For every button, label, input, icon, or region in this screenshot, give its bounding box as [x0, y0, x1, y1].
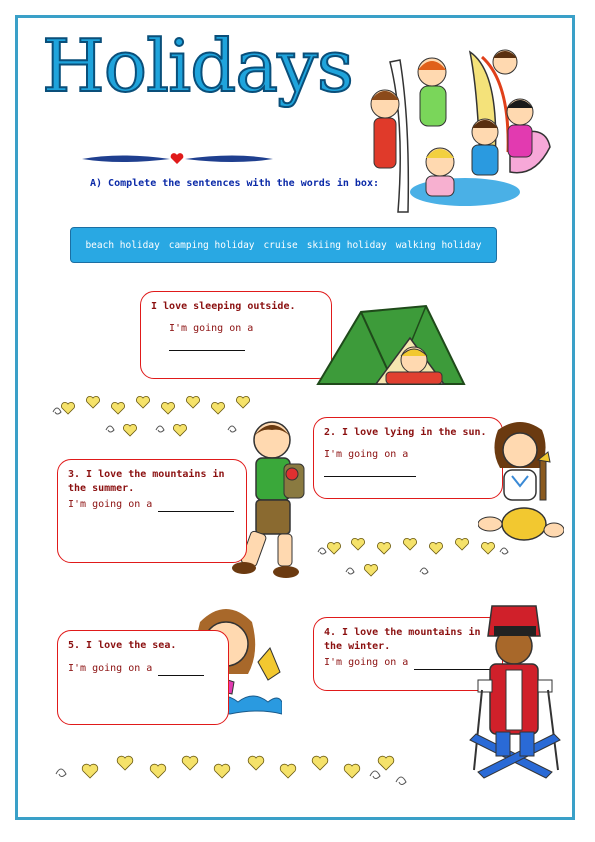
heart-divider	[80, 152, 275, 166]
card-answer-text: I'm going on a	[169, 322, 254, 334]
card-prompt: 4. I love the mountains in the winter.	[324, 627, 481, 652]
kids-with-surfboards-illustration	[360, 42, 555, 214]
skier-boy-illustration	[466, 600, 566, 784]
heart-swirl-border	[316, 530, 516, 580]
tent-camper-illustration	[316, 304, 466, 388]
card-answer-text: I'm going on a	[68, 662, 153, 674]
girl-with-sandcastle-illustration	[478, 420, 564, 545]
word-box	[70, 227, 497, 263]
card-answer-line	[324, 448, 492, 477]
word-option: cruise	[263, 239, 298, 251]
word-option: camping holiday	[168, 239, 255, 251]
card-answer-text: I'm going on a	[68, 499, 153, 510]
page-title: Holidays	[42, 24, 353, 108]
heart-swirl-border	[48, 392, 258, 442]
word-option: walking holiday	[395, 239, 482, 251]
card-answer-line	[68, 661, 218, 676]
exercise-card-1	[140, 291, 332, 379]
card-prompt: 3. I love the mountains in the summer.	[68, 469, 225, 494]
card-prompt: 2. I love lying in the sun.	[324, 427, 487, 438]
exercise-card-2	[313, 417, 503, 499]
card-prompt: 5. I love the sea.	[68, 640, 177, 651]
word-option: skiing holiday	[306, 239, 387, 251]
card-answer-text: I'm going on a	[324, 657, 409, 668]
card-answer-line	[68, 497, 236, 512]
word-option: beach holiday	[85, 239, 160, 251]
card-answer-text: I'm going on a	[324, 448, 409, 460]
card-prompt: I love sleeping outside.	[151, 301, 296, 312]
exercise-card-3	[57, 459, 247, 563]
answer-blank[interactable]	[158, 497, 234, 512]
answer-blank[interactable]	[169, 336, 245, 351]
card-answer-line	[169, 322, 321, 351]
heart-swirl-border	[50, 752, 410, 790]
answer-blank[interactable]	[158, 661, 204, 676]
answer-blank[interactable]	[324, 462, 416, 477]
instruction-text: A) Complete the sentences with the words in box:	[90, 178, 379, 189]
exercise-card-5	[57, 630, 229, 725]
